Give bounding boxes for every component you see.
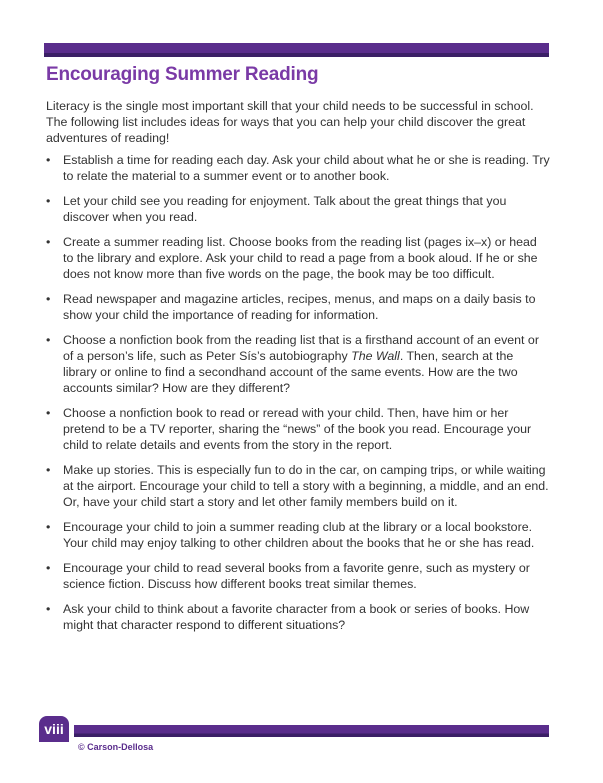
page-title: Encouraging Summer Reading: [46, 64, 319, 85]
book-title: The Wall: [351, 349, 400, 363]
list-item: • Create a summer reading list. Choose books from the reading list (pages ix–x) or head to the library and explore. Ask your child to read a page from a book aloud. If he or she does not know more than five words on the page, the book may be too difficult.: [46, 234, 550, 282]
copyright-notice: © Carson-Dellosa: [78, 742, 154, 752]
list-item: • Encourage your child to join a summer reading club at the library or a local bookstore. Your child may enjoy talking to other children about the books that he or she has read.: [46, 519, 550, 551]
list-item: • Let your child see you reading for enjoyment. Talk about the great things that you discover when you read.: [46, 193, 550, 225]
page-number-tab: [39, 716, 69, 742]
list-item: • Make up stories. This is especially fun to do in the car, on camping trips, or while waiting at the airport. Encourage your child to tell a story with a beginning, a middle, and an end. Or, have your child start a story and let other family members build on it.: [46, 462, 550, 510]
list-item: • Establish a time for reading each day. Ask your child about what he or she is reading. Try to relate the material to a summer event or to another book.: [46, 152, 550, 184]
footer-bar: [74, 725, 549, 737]
list-item-text: Choose a nonfiction book from the reading list that is a firsthand account of an event or of a person’s life, such as Peter Sís’s autobiography: [63, 333, 539, 363]
list-item: [46, 332, 550, 396]
list-item: • Encourage your child to read several books from a favorite genre, such as mystery or science fiction. Discuss how different books treat similar themes.: [46, 560, 550, 592]
list-item: • Ask your child to think about a favorite character from a book or series of books. How might that character respond to different situations?: [46, 601, 550, 633]
page-number: viii: [44, 721, 64, 737]
list-item-text: . Then, search at the library or online to find a secondhand account of the same events. How are the two accounts similar? How are they different?: [63, 349, 518, 395]
intro-paragraph: Literacy is the single most important skill that your child needs to be successful in school. The following list includes ideas for ways that you can help your child discover the great adventures of reading!: [46, 99, 534, 145]
tips-list: [46, 152, 550, 642]
list-item: • Choose a nonfiction book to read or reread with your child. Then, have him or her pretend to be a TV reporter, sharing the “news” of the book you read. Encourage your child to relate details and events from the story in the report.: [46, 405, 550, 453]
header-bar: [44, 43, 549, 57]
list-item: • Read newspaper and magazine articles, recipes, menus, and maps on a daily basis to show your child the importance of reading for information.: [46, 291, 550, 323]
